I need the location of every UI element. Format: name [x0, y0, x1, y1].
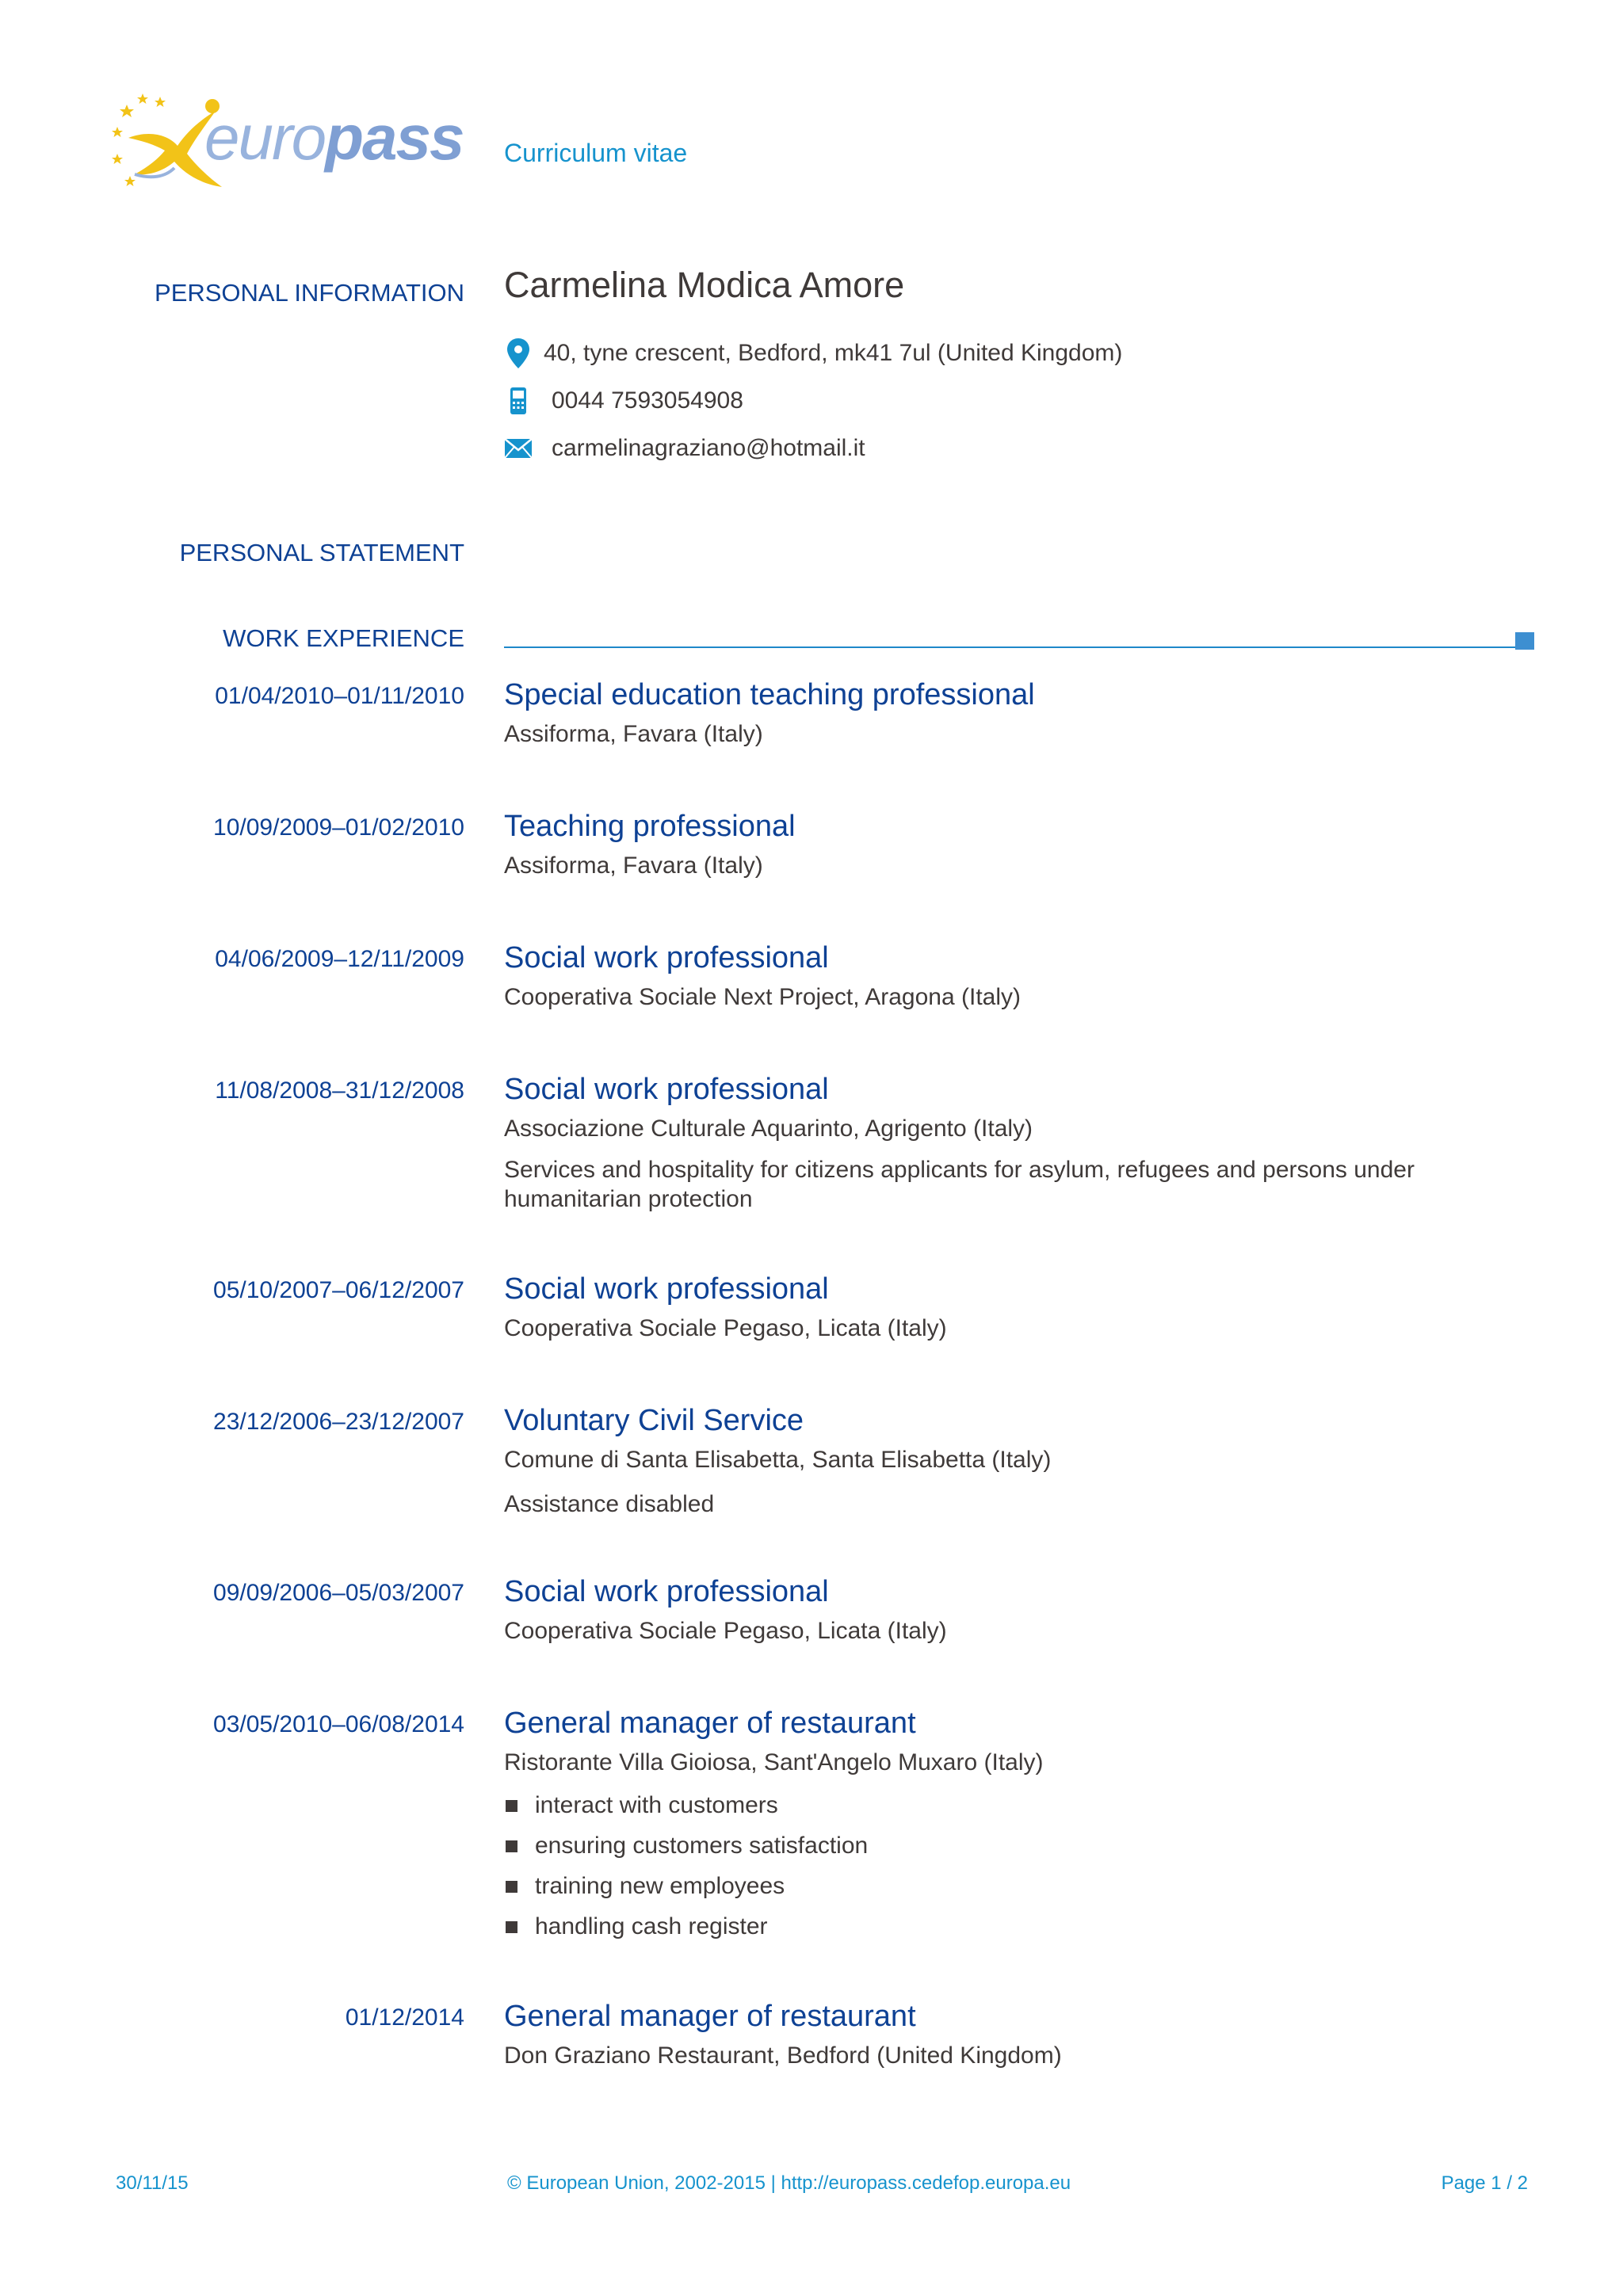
job-employer: Don Graziano Restaurant, Bedford (United Kingdom): [504, 2042, 1062, 2069]
job-title: Social work professional: [504, 941, 829, 974]
job-employer: Comune di Santa Elisabetta, Santa Elisabetta (Italy): [504, 1447, 1052, 1473]
footer-page-number: Page 1 / 2: [1441, 2172, 1528, 2194]
job-dates: 03/05/2010–06/08/2014: [213, 1711, 464, 1737]
job-description: Services and hospitality for citizens applicants for asylum, refugees and persons under humanitarian protection: [504, 1157, 1415, 1212]
contact-phone: [504, 387, 743, 415]
footer-copyright[interactable]: © European Union, 2002-2015 | http://europass.cedefop.europa.eu: [507, 2172, 1071, 2194]
job-employer: Assiforma, Favara (Italy): [504, 721, 763, 747]
bullet-square-icon: [506, 1881, 517, 1893]
job-title: Social work professional: [504, 1073, 829, 1106]
job-title: Social work professional: [504, 1272, 829, 1306]
contact-email: [504, 434, 865, 463]
job-title: General manager of restaurant: [504, 2000, 916, 2033]
job-dates: 04/06/2009–12/11/2009: [215, 946, 464, 972]
job-employer: Cooperativa Sociale Pegaso, Licata (Italy): [504, 1618, 947, 1644]
europass-logo: [111, 89, 475, 208]
job-description: Assistance disabled: [504, 1491, 715, 1517]
section-label-work-experience: WORK EXPERIENCE: [223, 624, 464, 652]
section-label-personal-statement: PERSONAL STATEMENT: [179, 539, 464, 566]
address-text: 40, tyne crescent, Bedford, mk41 7ul (United Kingdom): [544, 340, 1123, 366]
job-employer: Ristorante Villa Gioiosa, Sant'Angelo Muxaro (Italy): [504, 1749, 1044, 1775]
job-title: General manager of restaurant: [504, 1707, 916, 1740]
contact-address: [504, 339, 1122, 368]
job-title: Social work professional: [504, 1575, 829, 1608]
section-label-personal-information: PERSONAL INFORMATION: [155, 279, 464, 307]
job-title: Special education teaching professional: [504, 678, 1035, 711]
footer-date: 30/11/15: [116, 2172, 189, 2194]
mobile-phone-icon: [504, 387, 533, 415]
job-bullet: interact with customers: [504, 1792, 778, 1819]
section-divider-marker: [1515, 632, 1534, 650]
bullet-square-icon: [506, 1921, 517, 1933]
job-bullet: ensuring customers satisfaction: [504, 1833, 868, 1859]
job-dates: 23/12/2006–23/12/2007: [213, 1409, 464, 1435]
job-dates: 05/10/2007–06/12/2007: [213, 1277, 464, 1303]
person-name: Carmelina Modica Amore: [504, 265, 905, 305]
job-dates: 01/12/2014: [345, 2004, 464, 2031]
job-title: Teaching professional: [504, 810, 796, 843]
email-text[interactable]: carmelinagraziano@hotmail.it: [552, 435, 865, 461]
section-divider: [504, 646, 1515, 648]
job-employer: Associazione Culturale Aquarinto, Agrigento (Italy): [504, 1116, 1033, 1142]
document-title: Curriculum vitae: [504, 139, 688, 167]
bullet-square-icon: [506, 1840, 517, 1852]
job-dates: 09/09/2006–05/03/2007: [213, 1580, 464, 1606]
job-dates: 01/04/2010–01/11/2010: [215, 683, 464, 709]
job-employer: Assiforma, Favara (Italy): [504, 852, 763, 879]
job-bullet: handling cash register: [504, 1913, 768, 1940]
europass-wordmark: europass: [204, 102, 464, 173]
job-bullet: training new employees: [504, 1873, 785, 1900]
location-pin-icon: [504, 339, 533, 368]
bullet-square-icon: [506, 1800, 517, 1812]
job-dates: 10/09/2009–01/02/2010: [213, 814, 464, 841]
job-employer: Cooperativa Sociale Pegaso, Licata (Italy): [504, 1315, 947, 1341]
envelope-icon: [504, 434, 533, 463]
job-title: Voluntary Civil Service: [504, 1404, 804, 1437]
job-employer: Cooperativa Sociale Next Project, Aragona (Italy): [504, 984, 1021, 1010]
job-dates: 11/08/2008–31/12/2008: [215, 1077, 464, 1104]
phone-text: 0044 7593054908: [552, 387, 743, 414]
